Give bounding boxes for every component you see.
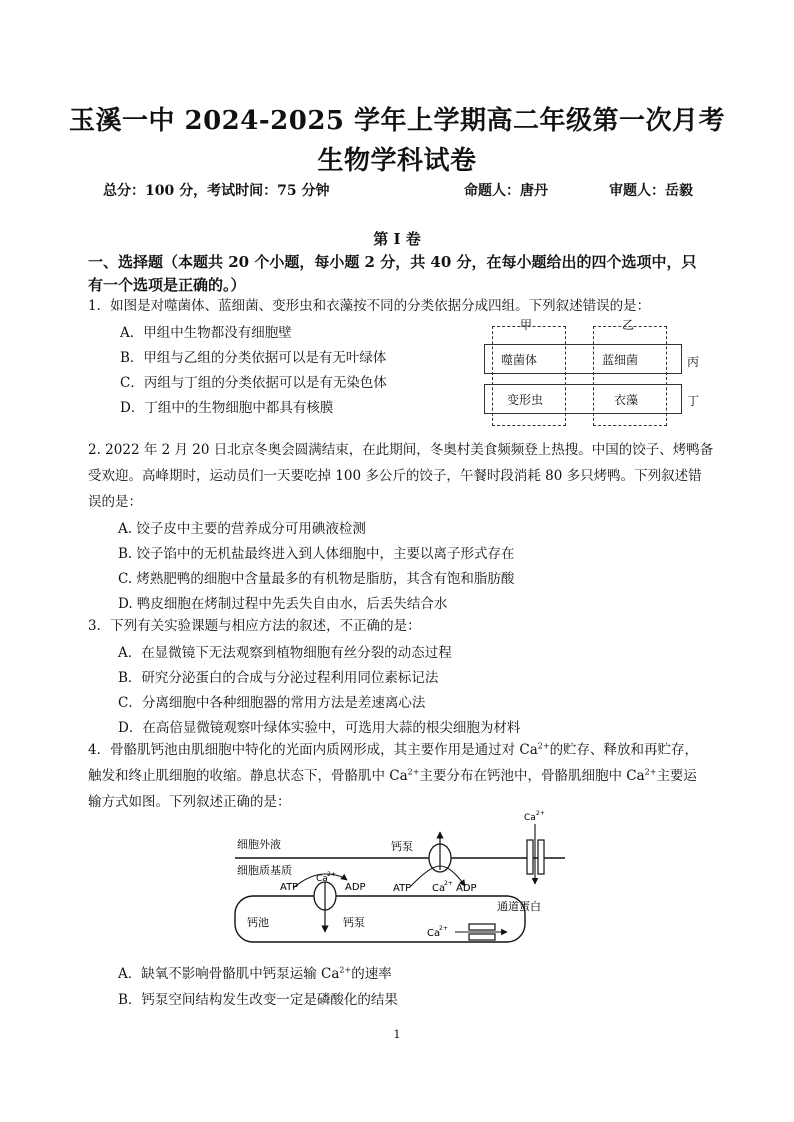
membrane-pump-label: 钙泵 [391, 840, 413, 853]
phage-label: 噬菌体 [501, 353, 538, 367]
amoeba-label: 变形虫 [507, 393, 544, 407]
q1-classification-figure [480, 316, 710, 426]
atp-label-left: ATP [280, 882, 299, 893]
q3-option-c: C．分离细胞中各种细胞器的常用方法是差速离心法 [118, 695, 426, 711]
q2-option-b: B. 饺子馅中的无机盐最终进入到人体细胞中，主要以离子形式存在 [118, 546, 515, 562]
channel-protein-label: 通道蛋白 [497, 900, 541, 913]
group-yi-label: 乙 [622, 318, 635, 332]
cyanobacteria-label: 蓝细菌 [602, 353, 639, 367]
cytoplasm-label: 细胞质基质 [237, 864, 292, 877]
ca-label-top: Ca [524, 813, 536, 823]
q4-option-a-text2: 的速率 [351, 966, 392, 982]
exam-subtitle: 生物学科试卷 [317, 146, 477, 176]
extracellular-label: 细胞外液 [237, 838, 281, 851]
q4-l2b: 主要分布在钙池中，骨骼肌细胞中 Ca [419, 768, 645, 784]
section-instructions-line2: 有一个选项是正确的。） [88, 276, 246, 294]
q3-option-a: A．在显微镜下无法观察到植物细胞有丝分裂的动态过程 [118, 645, 452, 661]
q4-option-a [118, 962, 392, 982]
q3-option-b: B．研究分泌蛋白的合成与分泌过程利用同位素标记法 [118, 670, 439, 686]
q4-l2a: 触发和终止肌细胞的收缩。静息状态下，骨骼肌中 Ca [88, 768, 408, 784]
q4-l1b: 的贮存、释放和再贮存， [549, 742, 699, 758]
exam-title: 玉溪一中 2024-2025 学年上学期高二年级第一次月考 [68, 106, 726, 136]
part-label: 第 I 卷 [373, 230, 421, 248]
page-number: 1 [393, 1028, 401, 1041]
q4-l1a: 4．骨骼肌钙池由肌细胞中特化的光面内质网形成，其主要作用是通过对 Ca [88, 742, 538, 758]
q1-stem: 1．如图是对噬菌体、蓝细菌、变形虫和衣藻按不同的分类依据分成四组。下列叙述错误的是： [88, 298, 651, 314]
adp-label-left: ADP [345, 882, 366, 893]
ca-superscript: 2+ [407, 767, 420, 777]
ca-sup-top: 2+ [536, 810, 545, 817]
q2-stem-line2: 受欢迎。高峰期时，运动员们一天要吃掉 100 多公斤的饺子，午餐时段消耗 80 多只烤鸭。下列叙述错 [88, 468, 702, 484]
q1-option-b: B．甲组与乙组的分类依据可以是有无叶绿体 [120, 350, 387, 366]
q4-option-b: B．钙泵空间结构发生改变一定是磷酸化的结果 [118, 992, 398, 1008]
ca-label-left: Ca [316, 874, 328, 884]
section-instructions-line1: 一、选择题（本题共 20 个小题，每小题 2 分，共 40 分，在每小题给出的四个选项中，只 [88, 253, 697, 271]
ca-label-right: Ca [432, 883, 446, 894]
q3-stem: 3．下列有关实验课题与相应方法的叙述，不正确的是： [88, 618, 421, 634]
ca-superscript: 2+ [537, 741, 550, 751]
q2-option-a: A. 饺子皮中主要的营养成分可用碘液检测 [118, 521, 366, 537]
atp-label-right: ATP [393, 883, 412, 894]
ca-superscript: 2+ [644, 767, 657, 777]
q4-stem-line2 [88, 766, 697, 786]
q2-option-d: D. 鸭皮细胞在烤制过程中先丢失自由水，后丢失结合水 [118, 596, 448, 612]
ca-sup-pool: 2+ [439, 925, 448, 932]
score-time: 总分：100 分，考试时间：75 分钟 [103, 183, 330, 199]
group-bing-label: 丙 [687, 355, 700, 369]
q2-option-c: C. 烤熟肥鸭的细胞中含量最多的有机物是脂肪，其含有饱和脂肪酸 [118, 571, 515, 587]
pool-pump-label: 钙泵 [343, 916, 365, 929]
q4-stem-line1 [88, 740, 698, 760]
q3-option-d: D．在高倍显微镜观察叶绿体实验中，可选用大蒜的根尖细胞为材料 [118, 720, 521, 736]
membrane-channel-protein-icon-left [527, 840, 533, 874]
chlamydomonas-label: 衣藻 [614, 393, 639, 407]
pool-channel-icon-bottom [469, 934, 495, 940]
q4-calcium-transport-figure [225, 808, 585, 958]
pool-channel-icon-top [469, 924, 495, 930]
ca-label-pool: Ca [427, 928, 441, 939]
q2-stem-line1: 2. 2022 年 2 月 20 日北京冬奥会圆满结束，在此期间，冬奥村美食频频登上热搜。中国的饺子、烤鸭备 [88, 442, 714, 458]
question-reviewer: 审题人：岳毅 [609, 183, 693, 199]
group-ding-label: 丁 [687, 394, 700, 408]
q1-option-d: D．丁组中的生物细胞中都具有核膜 [120, 400, 334, 416]
ca-sup-right: 2+ [444, 880, 453, 887]
group-jia-label: 甲 [520, 318, 533, 332]
q2-stem-line3: 误的是： [88, 494, 142, 510]
q4-l2c: 主要运 [656, 768, 697, 784]
ca-sup-left: 2+ [327, 871, 336, 878]
calcium-pool-label: 钙池 [247, 916, 269, 929]
q1-option-a: A．甲组中生物都没有细胞壁 [120, 325, 292, 341]
q4-stem-line3: 输方式如图。下列叙述正确的是： [88, 794, 291, 810]
q1-option-c: C．丙组与丁组的分类依据可以是有无染色体 [120, 375, 387, 391]
ca-superscript: 2+ [339, 965, 352, 975]
q4-option-a-text1: A．缺氧不影响骨骼肌中钙泵运输 Ca [118, 966, 340, 982]
membrane-channel-protein-icon-right [538, 840, 544, 874]
question-setter: 命题人：唐丹 [464, 183, 548, 199]
adp-label-right: ADP [456, 883, 477, 894]
